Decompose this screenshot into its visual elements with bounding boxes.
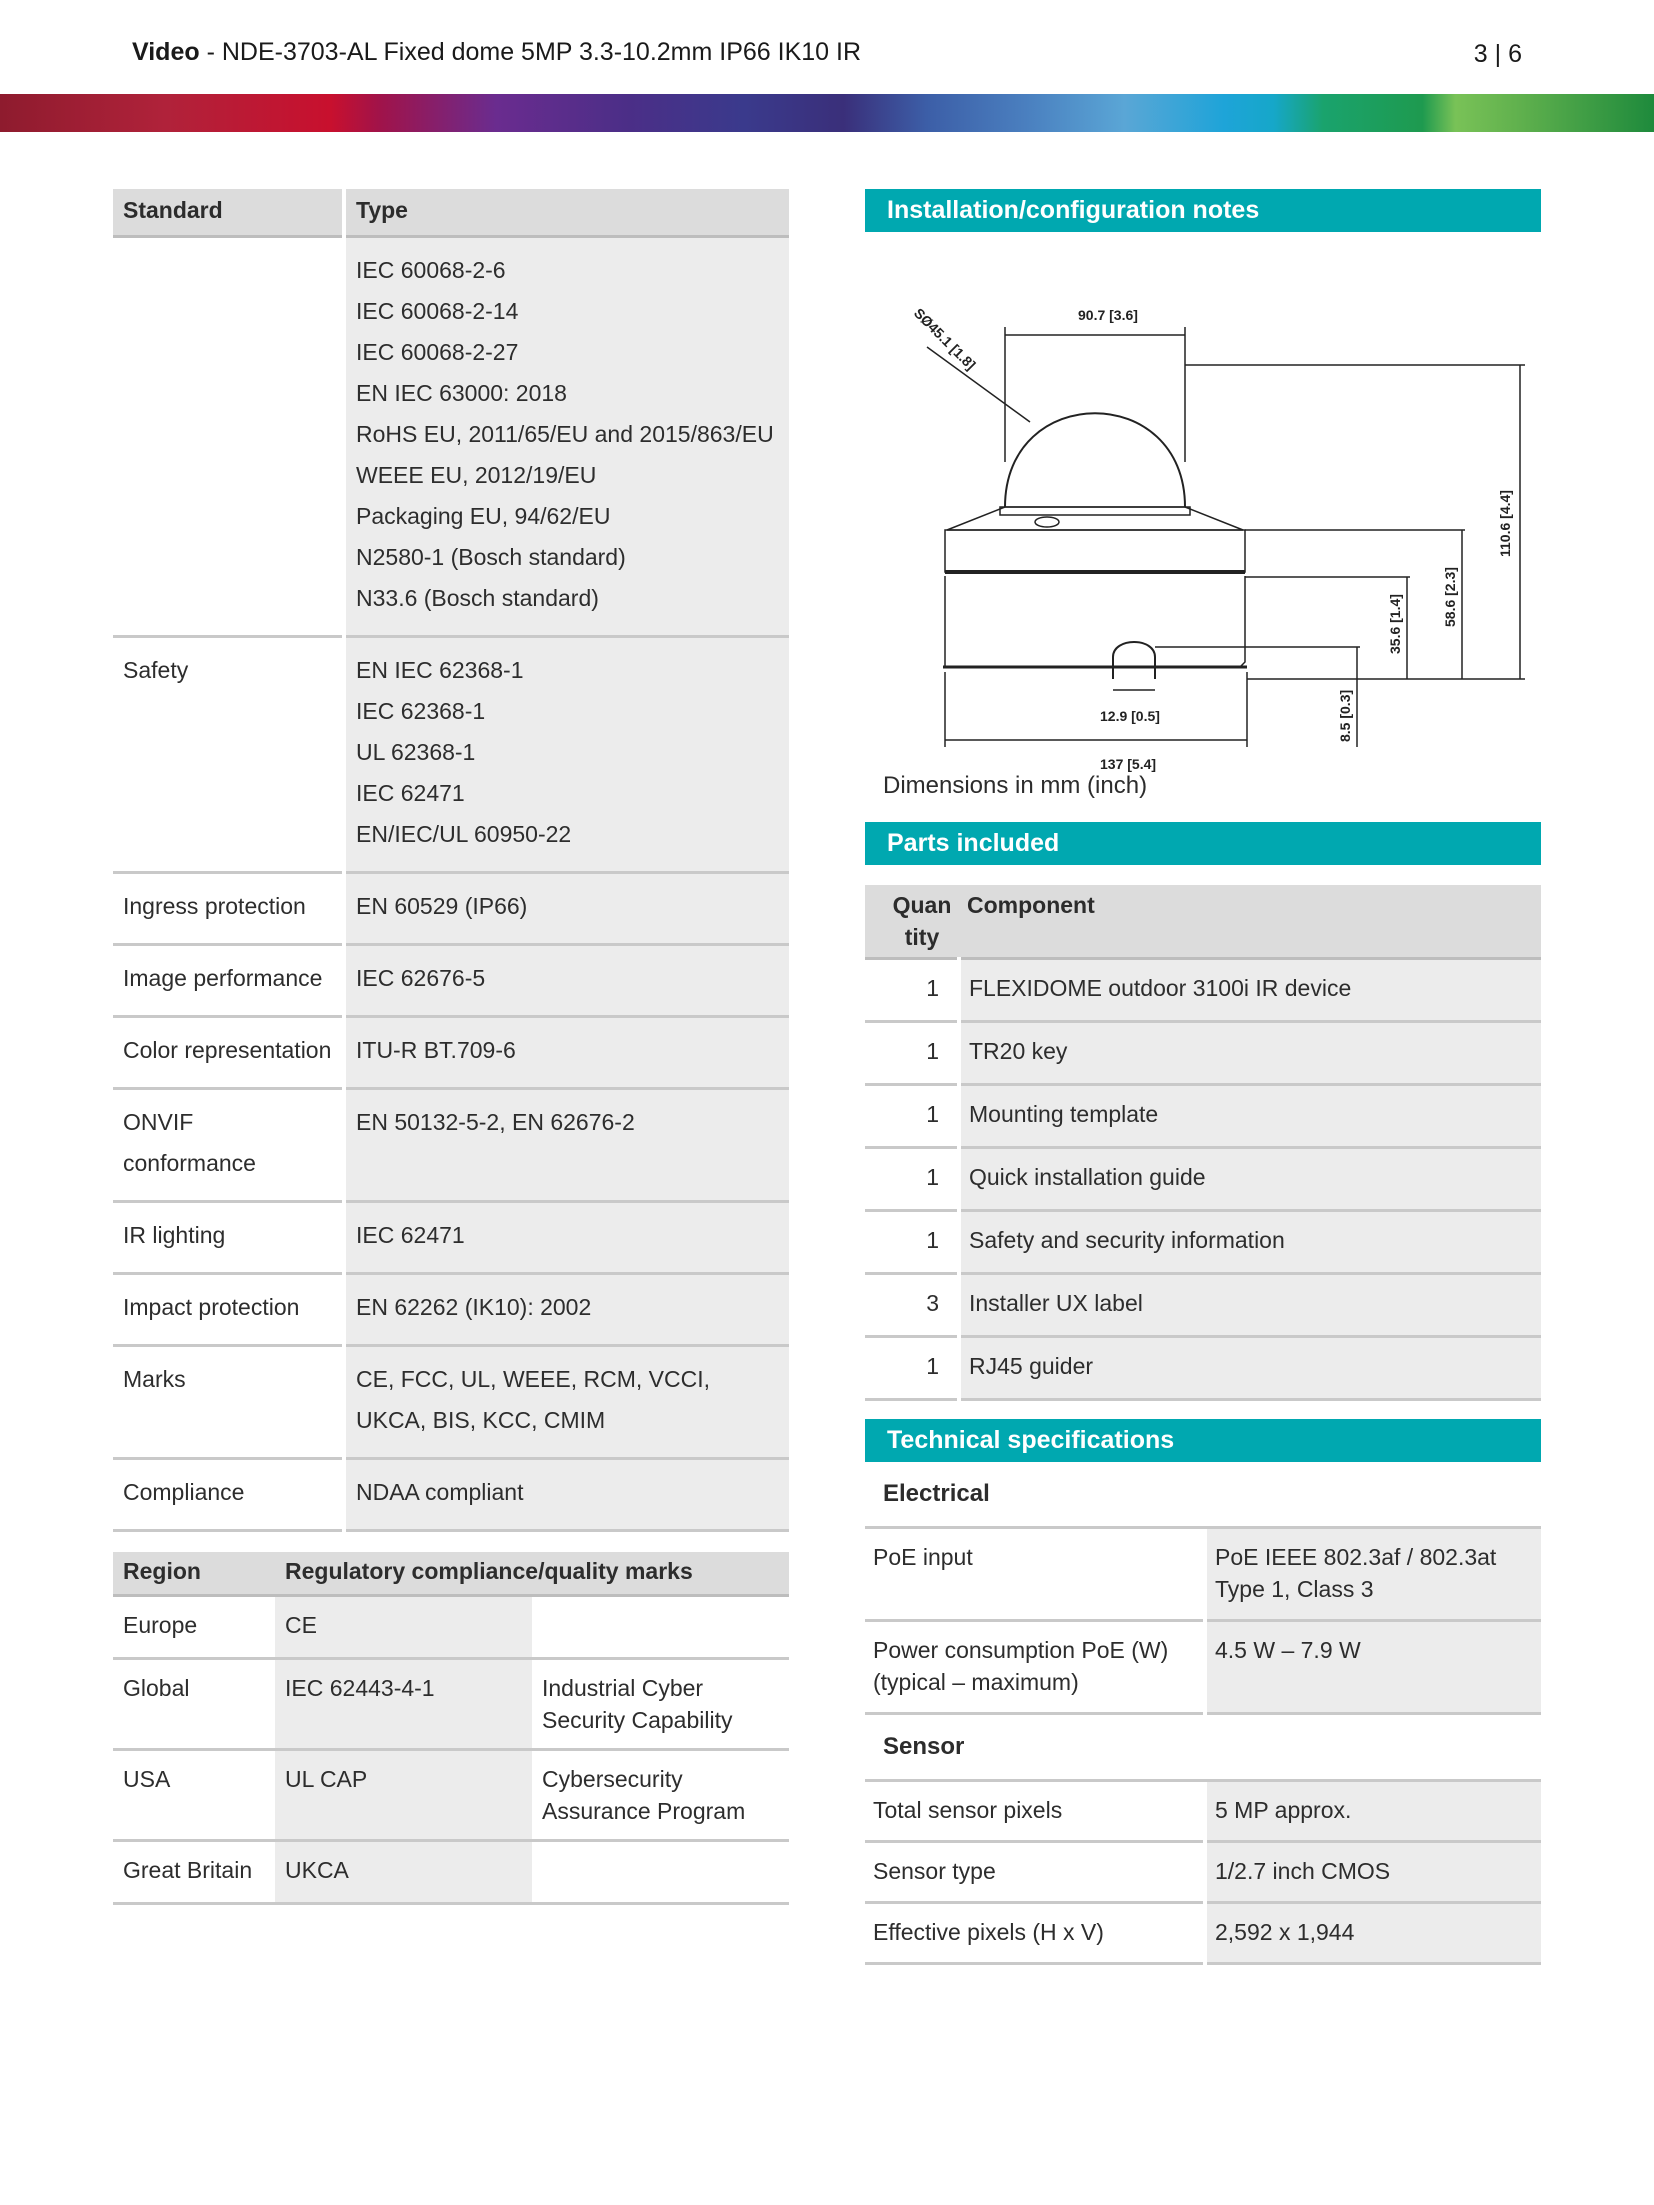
table-row [865,1274,1541,1337]
body-upper [945,530,1245,572]
mark-description-cell: Industrial Cyber Security Capability [532,1659,789,1750]
table-row [865,1842,1541,1903]
component-cell: TR20 key [959,1022,1541,1085]
spec-value-cell: 1/2.7 inch CMOS [1205,1842,1541,1903]
type-item: RoHS EU, 2011/65/EU and 2015/863/EU [356,421,774,447]
standards-header-row [113,189,789,237]
table-row [113,637,789,873]
table-row [865,1621,1541,1714]
regulatory-header-row [113,1552,789,1596]
table-row [865,1211,1541,1274]
standard-cell: Impact protection [113,1274,344,1346]
type-cell [344,1017,789,1089]
table-row [113,1274,789,1346]
cable-port [1113,642,1155,679]
table-row [865,959,1541,1022]
mark-cell: UKCA [275,1841,532,1904]
quantity-cell: 1 [865,1148,959,1211]
region-cell: Global [113,1659,275,1750]
component-cell: Quick installation guide [959,1148,1541,1211]
spec-key-cell: PoE input [865,1529,1205,1621]
regulatory-table [113,1552,789,1905]
label-port-width: 12.9 [0.5] [1100,708,1160,724]
quantity-cell: 1 [865,1022,959,1085]
quantity-cell: 1 [865,1337,959,1400]
type-item: EN 60529 (IP66) [356,893,528,919]
regulatory-body [113,1596,789,1904]
sensor-table [865,1782,1541,1965]
table-row [113,1089,789,1202]
mark-cell: UL CAP [275,1750,532,1841]
quantity-cell: 3 [865,1274,959,1337]
table-row [113,1596,789,1659]
spec-value-cell: 5 MP approx. [1205,1782,1541,1842]
component-cell: Installer UX label [959,1274,1541,1337]
table-row [113,1841,789,1904]
type-item: NDAA compliant [356,1479,524,1505]
column-header-type: Type [344,189,789,237]
title-category: Video [132,38,200,66]
table-row [113,1346,789,1459]
standard-cell [113,237,344,637]
component-cell: RJ45 guider [959,1337,1541,1400]
type-cell [344,1202,789,1274]
type-item: IEC 62471 [356,780,465,806]
type-item: EN IEC 62368-1 [356,657,524,683]
quantity-cell: 1 [865,1211,959,1274]
title-product: - NDE-3703-AL Fixed dome 5MP 3.3-10.2mm IP66 IK10 IR [199,38,862,66]
table-row [113,945,789,1017]
spec-key-cell: Power consumption PoE (W) (typical – maximum) [865,1621,1205,1714]
table-row [113,1202,789,1274]
type-item: EN 50132-5-2, EN 62676-2 [356,1109,635,1135]
type-item: Packaging EU, 94/62/EU [356,503,611,529]
type-item: N33.6 (Bosch standard) [356,585,599,611]
type-item: EN/IEC/UL 60950-22 [356,821,572,847]
type-cell [344,1459,789,1531]
type-cell [344,945,789,1017]
type-cell [344,637,789,873]
type-item: IEC 60068-2-14 [356,298,519,324]
mark-cell: CE [275,1596,532,1659]
body-top [947,507,1243,530]
body-screw [1035,517,1059,527]
type-item: IEC 62368-1 [356,698,486,724]
type-cell [344,1346,789,1459]
dome-outline [1005,413,1185,507]
mark-description-cell [532,1596,789,1659]
spec-value-cell: 2,592 x 1,944 [1205,1903,1541,1964]
standards-body [113,237,789,1531]
parts-table [865,885,1541,1401]
component-cell: Mounting template [959,1085,1541,1148]
spec-value-cell: PoE IEEE 802.3af / 802.3at Type 1, Class 3 [1205,1529,1541,1621]
document-title [132,38,861,67]
standard-cell: Compliance [113,1459,344,1531]
type-item: IEC 62676-5 [356,965,486,991]
type-item: IEC 60068-2-27 [356,339,519,365]
electrical-table [865,1529,1541,1715]
page-number: 3 | 6 [1473,40,1522,68]
standard-cell: IR lighting [113,1202,344,1274]
mark-description-cell: Cybersecurity Assurance Program [532,1750,789,1841]
table-row [865,1337,1541,1400]
label-base-width: 137 [5.4] [1100,756,1157,772]
type-item: UL 62368-1 [356,739,476,765]
standard-cell: Safety [113,637,344,873]
standard-cell: ONVIF conformance [113,1089,344,1202]
camera-dimension-drawing [865,232,1541,772]
region-cell: Europe [113,1596,275,1659]
dome-ring [1000,507,1190,515]
column-header-marks: Regulatory compliance/quality marks [275,1552,789,1596]
component-cell: FLEXIDOME outdoor 3100i IR device [959,959,1541,1022]
electrical-heading: Electrical [865,1462,1541,1529]
label-height-58: 58.6 [2.3] [1442,567,1458,627]
parts-body [865,959,1541,1400]
region-cell: Great Britain [113,1841,275,1904]
quantity-cell: 1 [865,959,959,1022]
standard-cell: Marks [113,1346,344,1459]
table-row [113,1750,789,1841]
type-item: N2580-1 (Bosch standard) [356,544,626,570]
column-header-region: Region [113,1552,275,1596]
component-cell: Safety and security information [959,1211,1541,1274]
parts-heading: Parts included [865,822,1541,865]
spec-key-cell: Sensor type [865,1842,1205,1903]
color-band [0,94,1654,132]
table-row [865,1085,1541,1148]
type-item: ITU-R BT.709-6 [356,1037,516,1063]
type-item: IEC 62471 [356,1222,465,1248]
left-column [113,189,789,1905]
table-row [865,1148,1541,1211]
type-cell [344,1274,789,1346]
table-row [113,237,789,637]
type-cell [344,873,789,945]
quantity-cell: 1 [865,1085,959,1148]
label-height-8: 8.5 [0.3] [1337,689,1353,742]
column-header-standard: Standard [113,189,344,237]
table-row [113,873,789,945]
standard-cell: Color representation [113,1017,344,1089]
standard-cell: Ingress protection [113,873,344,945]
type-item: CE, FCC, UL, WEEE, RCM, VCCI, UKCA, BIS, KCC, CMIM [356,1366,710,1433]
type-item: IEC 60068-2-6 [356,257,506,283]
standards-table [113,189,789,1532]
table-row [113,1659,789,1750]
diagram-caption: Dimensions in mm (inch) [883,772,1148,799]
type-item: WEEE EU, 2012/19/EU [356,462,597,488]
standard-cell: Image performance [113,945,344,1017]
installation-heading: Installation/configuration notes [865,189,1541,232]
label-total-height: 110.6 [4.4] [1497,490,1513,557]
table-row [865,1529,1541,1621]
spec-value-cell: 4.5 W – 7.9 W [1205,1621,1541,1714]
column-header-quantity [865,885,959,959]
quantity-header-text: Quantity [892,892,952,950]
dimension-diagram [865,232,1541,772]
label-top-width: 90.7 [3.6] [1078,307,1138,323]
label-height-35: 35.6 [1.4] [1387,594,1403,654]
body-lower [945,576,1245,667]
type-item: EN 62262 (IK10): 2002 [356,1294,592,1320]
sensor-heading: Sensor [865,1715,1541,1782]
label-sphere-radius: SØ45.1 [1.8] [910,304,979,373]
tech-specs-heading: Technical specifications [865,1419,1541,1462]
mark-description-cell [532,1841,789,1904]
type-cell [344,237,789,637]
mark-cell: IEC 62443-4-1 [275,1659,532,1750]
spec-key-cell: Total sensor pixels [865,1782,1205,1842]
region-cell: USA [113,1750,275,1841]
table-row [113,1459,789,1531]
column-header-component: Component [959,885,1541,959]
right-column [865,189,1541,1965]
type-cell [344,1089,789,1202]
parts-header-row [865,885,1541,959]
table-row [113,1017,789,1089]
spec-key-cell: Effective pixels (H x V) [865,1903,1205,1964]
table-row [865,1022,1541,1085]
table-row [865,1903,1541,1964]
table-row [865,1782,1541,1842]
page-header [132,38,1522,78]
type-item: EN IEC 63000: 2018 [356,380,567,406]
